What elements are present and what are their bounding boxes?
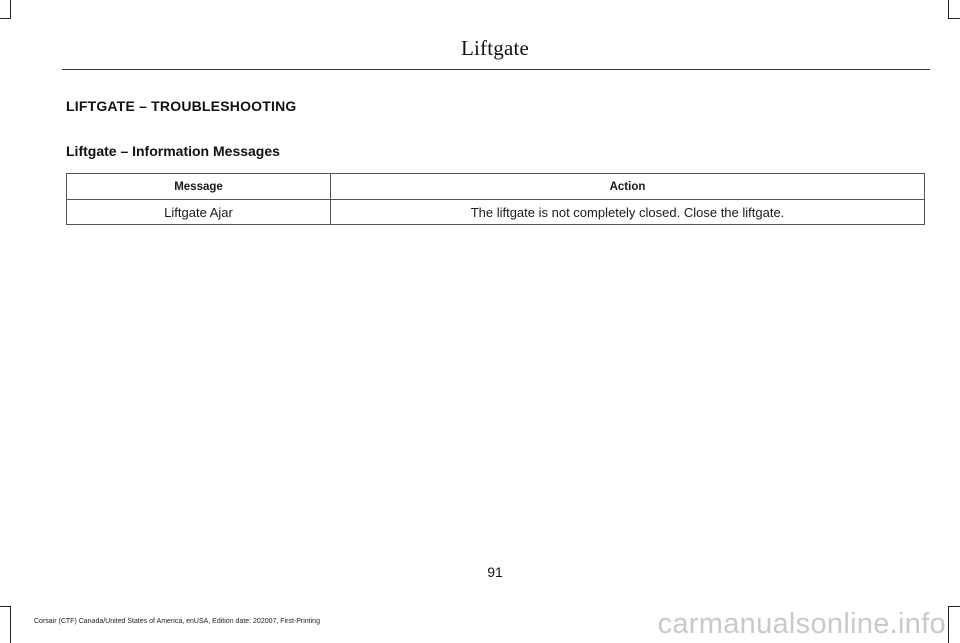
sub-heading: Liftgate – Information Messages — [66, 143, 280, 159]
crop-mark — [10, 606, 11, 643]
section-heading: LIFTGATE – TROUBLESHOOTING — [66, 98, 297, 114]
table-row — [67, 200, 925, 225]
cell-action: The liftgate is not completely closed. Close the liftgate. — [331, 200, 925, 225]
crop-mark — [948, 18, 960, 19]
page-number: 91 — [487, 564, 503, 580]
crop-mark — [0, 606, 11, 607]
information-messages-table — [66, 173, 925, 225]
table-header-row — [67, 174, 925, 200]
crop-mark — [948, 606, 960, 607]
crop-mark — [948, 0, 949, 18]
chapter-title: Liftgate — [460, 36, 530, 60]
column-header-message: Message — [67, 174, 331, 200]
edition-footer: Corsair (CTF) Canada/United States of America, enUSA, Edition date: 202007, First-Printing — [34, 618, 320, 625]
watermark: carmanualsonline.info — [657, 608, 946, 640]
crop-mark — [10, 0, 11, 18]
crop-mark — [948, 606, 949, 643]
header-divider — [62, 69, 930, 70]
column-header-action: Action — [331, 174, 925, 200]
crop-mark — [0, 18, 11, 19]
cell-message: Liftgate Ajar — [67, 200, 331, 225]
